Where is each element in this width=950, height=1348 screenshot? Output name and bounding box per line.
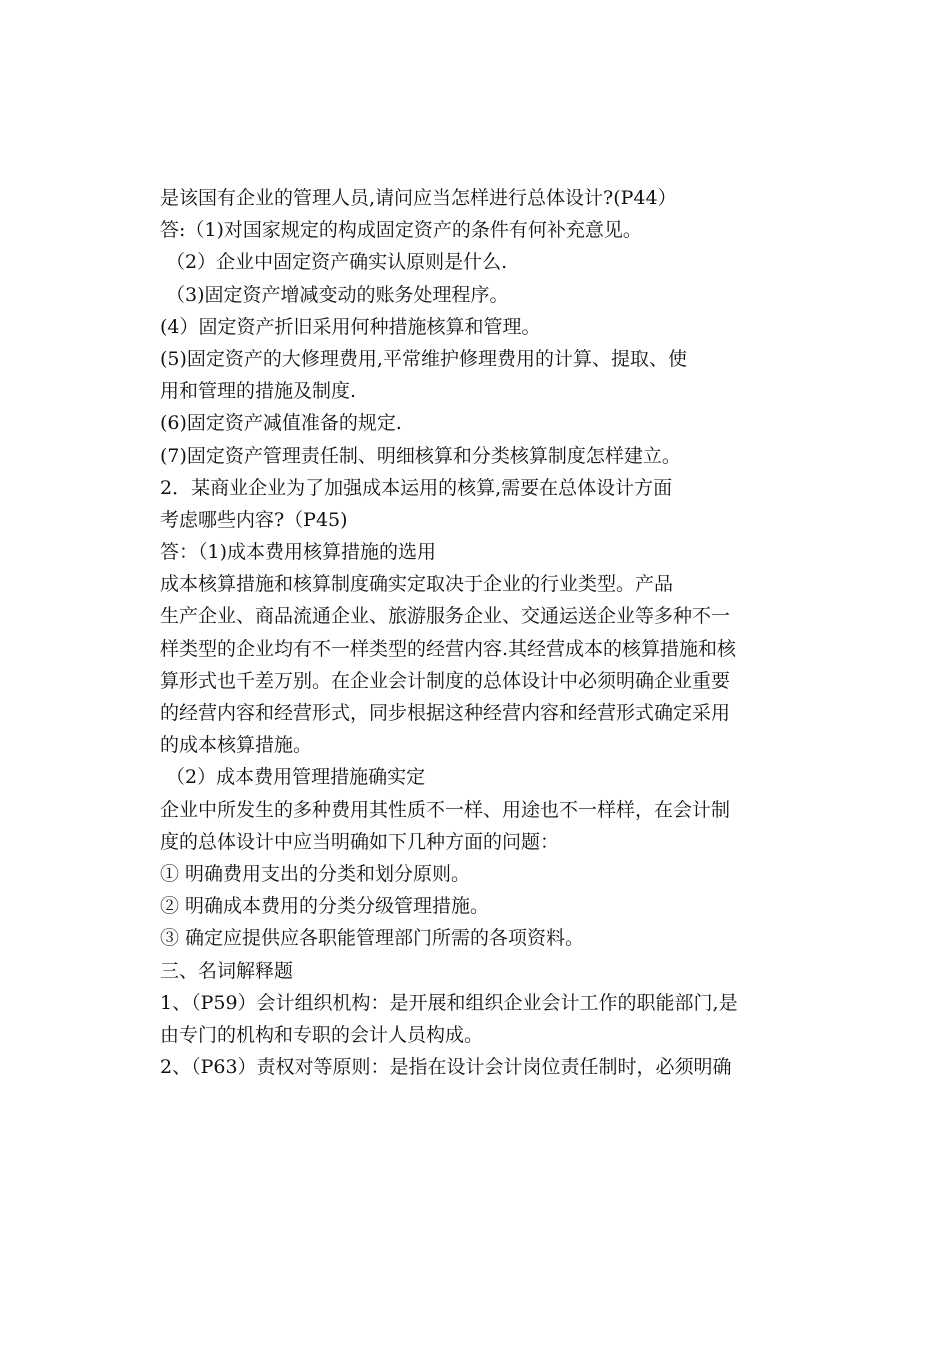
list-item-1: ① 明确费用支出的分类和划分原则。 — [160, 862, 471, 885]
answer-item-7: (7)固定资产管理责任制、明细核算和分类核算制度怎样建立。 — [160, 444, 681, 467]
answer-item-4: (4）固定资产折旧采用何种措施核算和管理。 — [160, 315, 541, 338]
question-continuation-line: 是该国有企业的管理人员,请问应当怎样进行总体设计?(P44） — [160, 187, 677, 209]
paragraph-line: 算形式也千差万别。在企业会计制度的总体设计中必须明确企业重要 — [160, 669, 731, 692]
section-heading: 三、名词解释题 — [160, 959, 294, 982]
paragraph-line: 生产企业、商品流通企业、旅游服务企业、交通运送企业等多种不一 — [160, 605, 731, 628]
answer-item-2: （2）企业中固定资产确实认原则是什么. — [166, 251, 508, 274]
list-item-3: ③ 确定应提供应各职能管理部门所需的各项资料。 — [160, 927, 585, 950]
answer-2-heading-1: 答：（1)成本费用核算措施的选用 — [160, 541, 437, 564]
answer-item-5-continued: 用和管理的措施及制度. — [160, 380, 357, 403]
paragraph-line: 成本核算措施和核算制度确实定取决于企业的行业类型。产品 — [160, 573, 674, 596]
paragraph-line: 企业中所发生的多种费用其性质不一样、用途也不一样样，在会计制 — [160, 798, 731, 821]
list-item-2: ② 明确成本费用的分类分级管理措施。 — [160, 895, 490, 918]
answer-item-3: （3)固定资产增减变动的账务处理程序。 — [166, 283, 509, 306]
answer-2-heading-2: （2）成本费用管理措施确实定 — [166, 766, 426, 789]
paragraph-line: 度的总体设计中应当明确如下几种方面的问题： — [160, 830, 560, 853]
answer-item-1: 答:（1)对国家规定的构成固定资产的条件有何补充意见。 — [160, 219, 642, 242]
term-definition-1: 1、（P59）会计组织机构：是开展和组织企业会计工作的职能部门,是 — [160, 991, 738, 1014]
document-body — [160, 182, 800, 1083]
answer-item-6: (6)固定资产减值准备的规定. — [160, 412, 402, 435]
answer-item-5: (5)固定资产的大修理费用,平常维护修理费用的计算、提取、使 — [160, 347, 687, 370]
term-definition-2: 2、（P63）责权对等原则：是指在设计会计岗位责任制时，必须明确 — [160, 1056, 732, 1079]
term-definition-1-continued: 由专门的机构和专职的会计人员构成。 — [160, 1023, 484, 1046]
paragraph-line: 的经营内容和经营形式，同步根据这种经营内容和经营形式确定采用 — [160, 702, 731, 724]
paragraph-line: 样类型的企业均有不一样类型的经营内容.其经营成本的核算措施和核 — [160, 637, 737, 660]
question-2-continued: 考虑哪些内容?（P45) — [160, 508, 348, 531]
question-2: 2．某商业企业为了加强成本运用的核算,需要在总体设计方面 — [160, 476, 673, 499]
paragraph-line: 的成本核算措施。 — [160, 734, 313, 757]
